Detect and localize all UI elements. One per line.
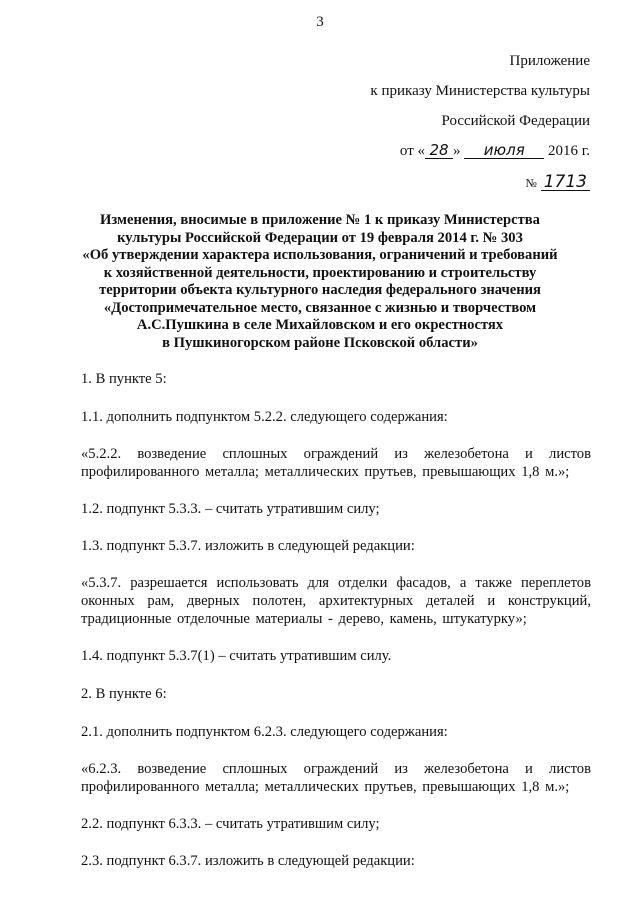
paragraph-item-2: 2. В пункте 6: (81, 686, 167, 702)
page-number: 3 (316, 14, 324, 30)
date-prefix: от « (399, 143, 426, 159)
paragraph-item-1: 1. В пункте 5: (81, 371, 167, 387)
order-number-handwritten: 1713 (541, 174, 590, 191)
date-mid: » (453, 143, 461, 159)
appendix-order-ref: к приказу Министерства культуры (370, 83, 590, 99)
title-line: А.С.Пушкина в селе Михайловском и его окрестностях (136, 317, 504, 333)
paragraph-item-1-3: 1.3. подпункт 5.3.7. изложить в следующей редакции: (81, 538, 415, 554)
title-line: «Об утверждении характера использования, ограничений и требований (82, 247, 558, 263)
paragraph-item-1-4: 1.4. подпункт 5.3.7(1) – считать утратившим силу. (81, 648, 392, 664)
paragraph-item-2-3: 2.3. подпункт 6.3.7. изложить в следующей редакции: (81, 853, 415, 869)
document-title (80, 212, 560, 352)
appendix-number-line (370, 174, 590, 204)
title-line: к хозяйственной деятельности, проектированию и строительству (103, 264, 537, 281)
paragraph-item-1-1: 1.1. дополнить подпунктом 5.2.2. следующего содержания: (81, 409, 448, 425)
paragraph-item-1-2: 1.2. подпункт 5.3.3. – считать утратившим силу; (81, 501, 380, 517)
appendix-date-line (370, 142, 590, 172)
date-day-handwritten: 28 (425, 142, 453, 159)
paragraph-quote-5-3-7: «5.3.7. разрешается использовать для отделки фасадов, а также переплетов оконных рам, дверных полотен, архитектурных деталей и конструкций, традиционные отделочные материалы - дерево, камень, штукатурку»; (81, 575, 591, 627)
date-year: 2016 г. (548, 143, 590, 159)
paragraph-quote-6-2-3: «6.2.3. возведение сплошных ограждений из железобетона и листов профилированного металла; металлических прутьев, превышающих 1,8 м.»; (81, 761, 591, 795)
title-line: «Достопримечательное место, связанное с жизнью и творчеством (103, 299, 537, 316)
title-line: культуры Российской Федерации от 19 февраля 2014 г. № 303 (117, 229, 523, 246)
paragraph-quote-5-2-2: «5.2.2. возведение сплошных ограждений из железобетона и листов профилированного металла; металлических прутьев, превышающих 1,8 м.»; (81, 446, 591, 480)
appendix-header (370, 52, 590, 204)
number-prefix: № (525, 176, 537, 190)
title-line: в Пушкиногорском районе Псковской области» (162, 334, 478, 351)
document-body (81, 370, 591, 870)
title-line: территории объекта культурного наследия федерального значения (99, 282, 541, 298)
date-month-handwritten: июля (464, 142, 544, 159)
appendix-label: Приложение (509, 53, 590, 69)
paragraph-item-2-1: 2.1. дополнить подпунктом 6.2.3. следующего содержания: (81, 724, 448, 740)
title-line: Изменения, вносимые в приложение № 1 к приказу Министерства (100, 212, 540, 228)
appendix-ministry: Российской Федерации (441, 113, 590, 129)
paragraph-item-2-2: 2.2. подпункт 6.3.3. – считать утратившим силу; (81, 816, 380, 832)
